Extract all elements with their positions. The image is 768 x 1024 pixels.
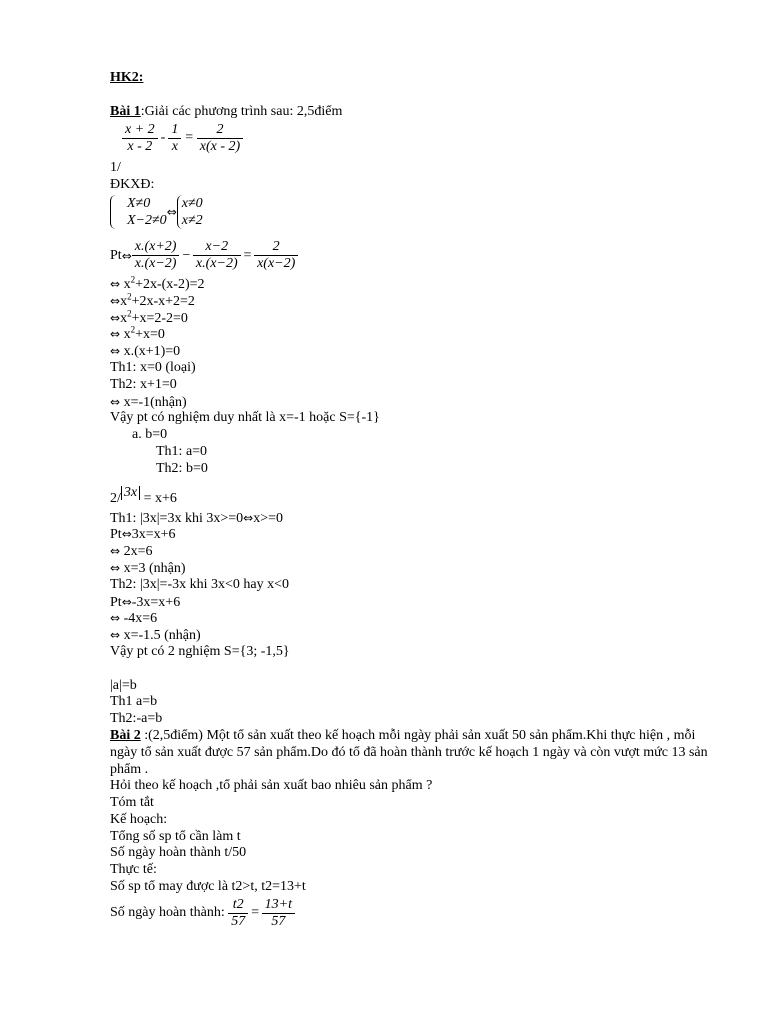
list-item-a-th1: Th1: a=0 [156,443,208,459]
text-line: Số ngày hoàn thành t/50 [110,845,247,861]
equivalent-icon: ⇔ [110,293,121,308]
bai1-heading [110,104,730,121]
equivalent-icon: ⇔ [110,628,121,643]
equivalent-icon: ⇔ [110,310,121,325]
system-left: X≠0 X−2≠0 [110,195,167,229]
text-line: Kế hoạch: [110,811,168,827]
text-line: Thực tế: [110,862,157,878]
bai2-paragraph [110,728,710,778]
conclusion-2: Vậy pt có 2 nghiệm S={3; -1,5} [110,643,290,659]
bai2-label: Bài 2 [110,727,141,743]
text-line: Th2: x+1=0 [110,376,177,392]
part1-label: 1/ [110,160,121,176]
text-line: Th1: |3x|=3x khi 3x>=0⇔x>=0 [110,510,283,526]
pt-equation: Pt ⇔ $\frac{x.(x+2)}{x.(x-2)}$ − $\frac{x-2}{x.(x-2)}$ = $\frac{2}{x(x-2)}$ [110,236,730,276]
list-item-a-th2: Th2: b=0 [156,460,208,476]
equivalent-icon: ⇔ [243,510,254,525]
step-line: $\Leftrightarrow x^2+x=2-2=0$ [110,307,188,326]
step-line: ⇔ -4x=6 [110,611,158,627]
bai1-label: Bài 1 [110,103,141,119]
pt-fraction-2: $\frac{x-2}{x.(x-2)}$ [193,239,241,272]
pt-fraction-3: $\frac{2}{x(x-2)}$ [254,239,298,272]
equivalent-icon: ⇔ [110,611,121,626]
text-line: Th1: x=0 (loại) [110,359,196,375]
bai1-rest: :Giải các phương trình sau: 2,5điểm [140,103,343,119]
equivalent-icon: ⇔ [166,204,177,219]
equivalent-icon: ⇔ [110,344,121,359]
step-line: ⇔ x=-1(nhận) [110,394,187,410]
dkxd-system [110,194,730,230]
step-line: ⇔ $x^2+x=0$ [110,324,165,343]
step-line: ⇔ x.(x+1)=0 [110,344,181,360]
part2-equation: 2/ 3x = x+6 [110,484,177,506]
step-line: ⇔ 2x=6 [110,544,153,560]
text-line: Tổng số sp tổ cần làm t [110,828,241,844]
equivalent-icon: ⇔ [110,394,121,409]
text-line: Pt⇔3x=x+6 [110,527,176,543]
equivalent-icon: ⇔ [121,594,132,609]
step-line: ⇔ x=3 (nhận) [110,560,186,576]
header: HK2: [110,70,144,85]
bai2-text: :(2,5điểm) Một tổ sản xuất theo kế hoạch mỗi ngày phải sản xuất 50 sản phẩm.Khi thực hiện , mỗi ngày tổ sản xuất được 57 sản phẩm.Do đó tổ đã hoàn thành trước kế hoạch 1 ngày và còn vượt mức 13 sản phẩm . [110,727,708,777]
bai1-equation: $\frac{x + 2}{x - 2}$ - $\frac{1}{x}$ = $\frac{2}{x(x - 2)}$ [110,120,730,156]
dkxd-label: ĐKXĐ: [110,177,155,193]
abs-rule-line: Th1 a=b [110,694,158,710]
step-line: ⇔ x=-1.5 (nhận) [110,628,201,644]
text-line: Pt⇔-3x=x+6 [110,594,181,610]
eq-fraction-1: $\frac{x + 2}{x - 2}$ [122,122,158,155]
spacer [110,661,730,678]
bai2-last-equation: Số ngày hoàn thành: $\frac{t2}{57}$ = $\frac{13+t}{57}$ [110,896,730,932]
abs-value: 3x [121,486,140,500]
list-item-a: a. b=0 [132,427,168,443]
equivalent-icon: ⇔ [121,527,132,542]
equivalent-icon: ⇔ [110,560,121,575]
text-line: Số sp tổ may được là t2>t, t2=13+t [110,879,306,895]
eq-fraction-3: $\frac{2}{x(x - 2)}$ [197,122,243,155]
last-fraction-1: $\frac{t2}{57}$ [228,897,248,930]
eq-fraction-2: $\frac{1}{x}$ [168,122,181,155]
conclusion-1: Vậy pt có nghiệm duy nhất là x=-1 hoặc S={-1} [110,410,380,426]
pt-fraction-1: $\frac{x.(x+2)}{x.(x-2)}$ [132,239,180,272]
text-line: Tóm tắt [110,795,154,811]
equivalent-icon: ⇔ [110,544,121,559]
system-right: x≠0 x≠2 [177,195,203,229]
step-line: ⇔ $x^2+2x-(x-2)=2$ [110,274,205,292]
equivalent-icon: ⇔ [110,276,121,291]
document-page [110,70,730,932]
last-fraction-2: $\frac{13+t}{57}$ [262,897,295,930]
text-line: Th2: |3x|=-3x khi 3x<0 hay x<0 [110,576,289,592]
abs-rule-line: Th2:-a=b [110,711,163,727]
step-line: $\Leftrightarrow x^2+2x-x+2=2$ [110,291,195,309]
bai2-question: Hỏi theo kế hoạch ,tổ phải sản xuất bao nhiêu sản phẩm ? [110,778,433,794]
abs-rule-line: |a|=b [110,677,137,693]
equivalent-icon: ⇔ [110,327,121,342]
equivalent-icon: ⇔ [121,248,132,263]
spacer [110,87,730,104]
